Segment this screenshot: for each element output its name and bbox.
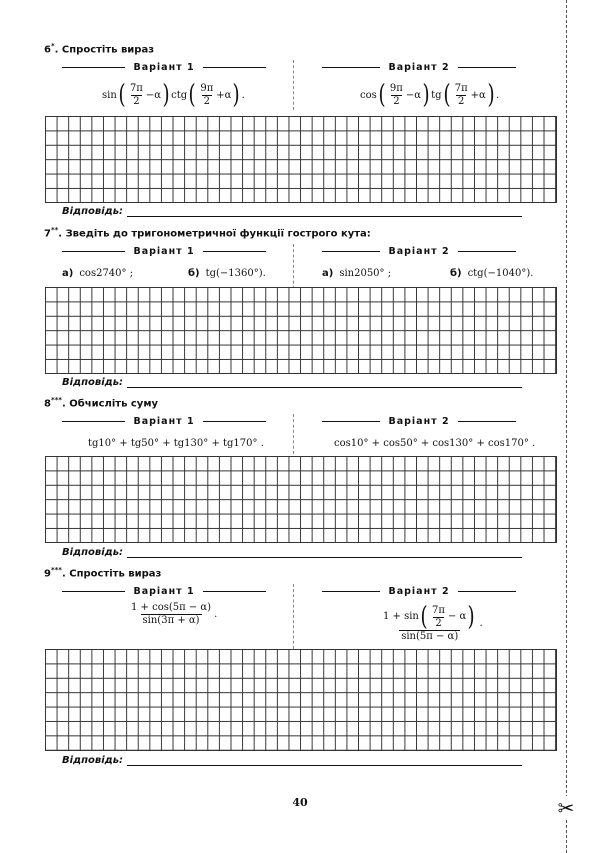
task-9-variant-2-expression: 1 + sin ( $\frac{7\pi}{2}$ − α ) sin(5π − α) . bbox=[383, 602, 483, 642]
variant-header-row bbox=[0, 60, 566, 74]
scissors-icon: ✂ bbox=[555, 796, 577, 820]
answer-grid[interactable] bbox=[45, 116, 557, 203]
variant-2-header: Варіант 2 bbox=[322, 414, 516, 428]
variant-2-header: Варіант 2 bbox=[322, 244, 516, 258]
task-title: 8***. Обчисліть суму bbox=[44, 396, 159, 410]
task-6-variant-2-expression: cos ( $\frac{9\pi}{2}$ −α ) tg ( $\frac{7\pi}{2}$ +α ) . bbox=[360, 80, 500, 110]
variant-header-row bbox=[0, 414, 566, 428]
answer-input[interactable] bbox=[127, 377, 522, 388]
answer-grid[interactable] bbox=[45, 287, 557, 374]
cut-line bbox=[566, 0, 567, 853]
answer-input[interactable] bbox=[127, 755, 522, 766]
answer-line: Відповідь: bbox=[62, 206, 522, 217]
variant-2-header: Варіант 2 bbox=[322, 584, 516, 598]
variant-header-row bbox=[0, 244, 566, 258]
task-title: 6*. Спростіть вираз bbox=[44, 42, 155, 56]
variant-header-row bbox=[0, 584, 566, 598]
task-title: 7**. Зведіть до тригонометричної функції гострого кута: bbox=[44, 226, 371, 240]
answer-line: Відповідь: bbox=[62, 377, 522, 388]
task-6-variant-1-expression: sin ( $\frac{7\pi}{2}$ −α ) ctg ( $\frac{9\pi}{2}$ +α ) . bbox=[102, 80, 245, 110]
variant-1-header: Варіант 1 bbox=[62, 584, 266, 598]
variant-separator bbox=[293, 414, 294, 454]
task-9-variant-1-expression: $\frac{1 + \cos(5\pi - \alpha)}{\sin(3\pi + \alpha)}$ . bbox=[131, 602, 218, 626]
variant-1-header: Варіант 1 bbox=[62, 414, 266, 428]
variant-separator bbox=[293, 60, 294, 110]
task-8-variant-1-expression: tg10° + tg50° + tg130° + tg170° . bbox=[88, 438, 264, 449]
variant-separator bbox=[293, 584, 294, 654]
task-7-variant-1-b: б) tg(−1360°). bbox=[188, 268, 266, 279]
answer-grid[interactable] bbox=[45, 649, 557, 751]
answer-grid[interactable] bbox=[45, 456, 557, 543]
task-7-variant-1-a: а) cos2740° ; bbox=[62, 268, 134, 279]
variant-2-header: Варіант 2 bbox=[322, 60, 516, 74]
task-title: 9***. Спростіть вираз bbox=[44, 566, 162, 580]
page-number: 40 bbox=[292, 796, 308, 809]
answer-input[interactable] bbox=[127, 547, 522, 558]
answer-line: Відповідь: bbox=[62, 755, 522, 766]
variant-1-header: Варіант 1 bbox=[62, 60, 266, 74]
answer-input[interactable] bbox=[127, 206, 522, 217]
task-7-variant-2-b: б) ctg(−1040°). bbox=[450, 268, 534, 279]
answer-line: Відповідь: bbox=[62, 547, 522, 558]
task-7-variant-2-a: а) sin2050° ; bbox=[322, 268, 392, 279]
variant-1-header: Варіант 1 bbox=[62, 244, 266, 258]
task-8-variant-2-expression: cos10° + cos50° + cos130° + cos170° . bbox=[334, 438, 536, 449]
